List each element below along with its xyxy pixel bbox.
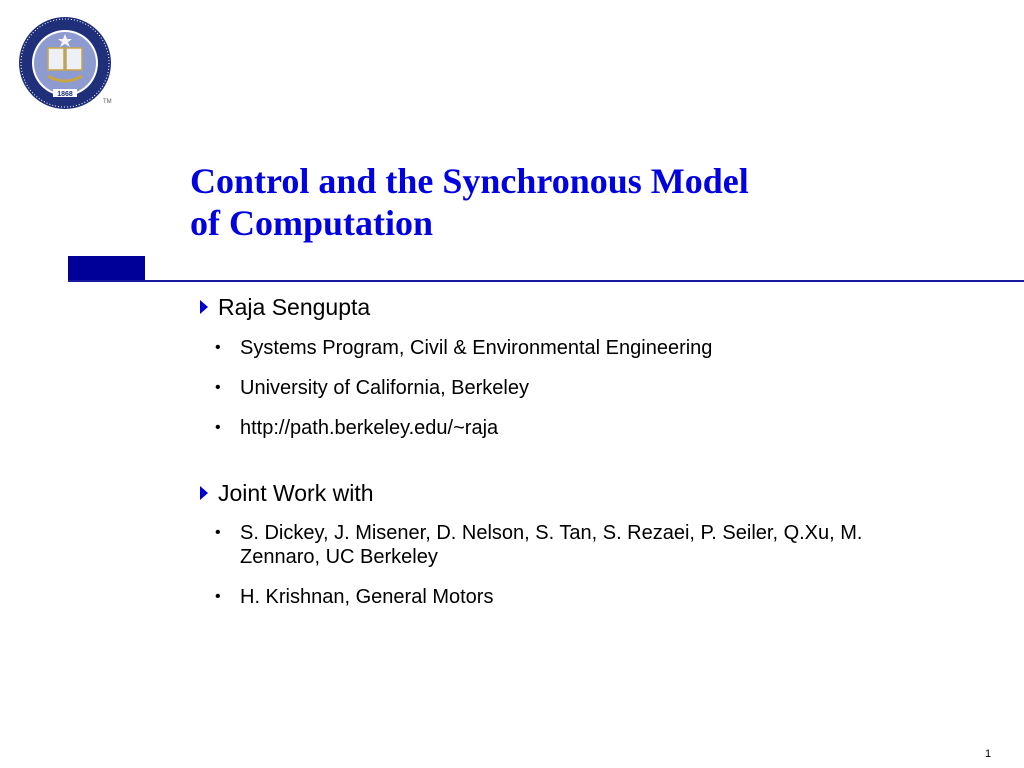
page-number: 1 bbox=[985, 748, 992, 760]
list-item: • S. Dickey, J. Misener, D. Nelson, S. Tan, S. Rezaei, P. Seiler, Q.Xu, M. Zennaro, UC Berkeley bbox=[215, 522, 863, 568]
bullet-dot-icon: • bbox=[215, 339, 221, 356]
bullet-dot-icon: • bbox=[215, 379, 221, 396]
seal-icon bbox=[18, 16, 112, 110]
bullet-dot-icon: • bbox=[215, 419, 221, 436]
list-item-url: • http://path.berkeley.edu/~raja bbox=[215, 417, 499, 439]
list-item: • Systems Program, Civil & Environmental Engineering bbox=[215, 337, 713, 359]
trademark-symbol: TM bbox=[103, 99, 112, 105]
section-heading-author: Raja Sengupta bbox=[198, 292, 918, 322]
bullet-dot-icon: • bbox=[215, 524, 221, 541]
slide-title-line-2: of Computation bbox=[190, 203, 434, 243]
section-heading-joint-work: Joint Work with bbox=[198, 478, 918, 508]
uc-berkeley-seal-logo bbox=[18, 16, 112, 110]
bullet-dot-icon: • bbox=[215, 588, 221, 605]
svg-text:1868: 1868 bbox=[57, 91, 73, 98]
triangle-right-icon bbox=[200, 300, 208, 314]
title-divider-rule bbox=[68, 280, 1024, 282]
list-item: • University of California, Berkeley bbox=[215, 377, 529, 399]
slide-title-line-1: Control and the Synchronous Model bbox=[190, 161, 749, 201]
title-accent-block bbox=[68, 256, 145, 282]
triangle-right-icon bbox=[200, 486, 208, 500]
slide-title bbox=[190, 160, 950, 244]
slide-body bbox=[198, 292, 918, 609]
list-item: • H. Krishnan, General Motors bbox=[215, 586, 494, 608]
